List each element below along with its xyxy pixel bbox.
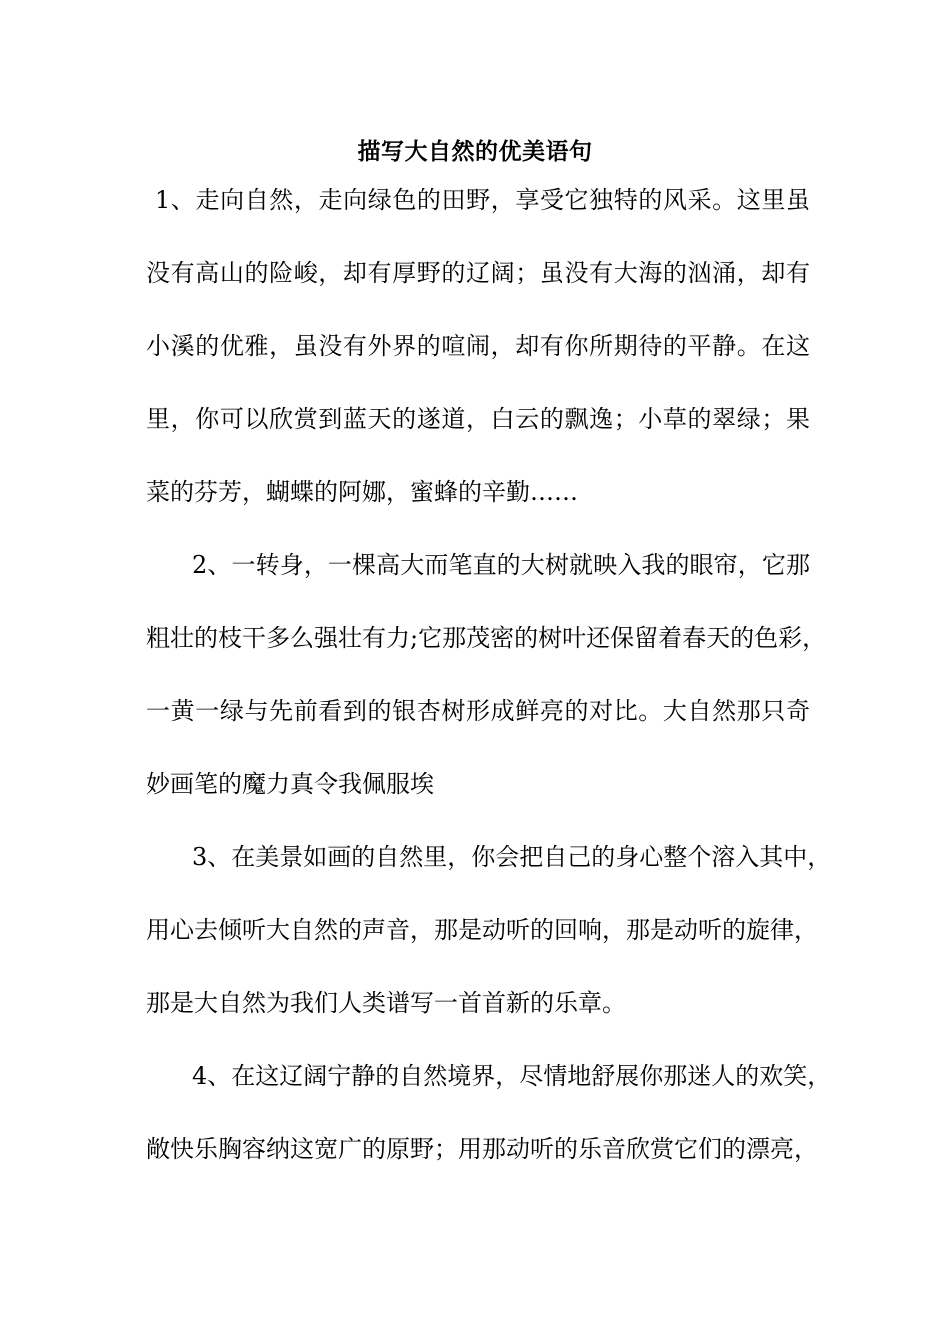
text-line-10: 3、在美景如画的自然里，你会把自己的身心整个溶入其中，	[192, 843, 832, 871]
text-line-2: 没有高山的险峻，却有厚野的辽阔；虽没有大海的汹涌，却有	[146, 259, 810, 287]
text-line-13: 4、在这辽阔宁静的自然境界，尽情地舒展你那迷人的欢笑，	[192, 1062, 832, 1090]
text-line-3: 小溪的优雅，虽没有外界的喧闹，却有你所期待的平静。在这	[146, 332, 810, 360]
text-line-1: 1、走向自然，走向绿色的田野，享受它独特的风采。这里虽	[155, 186, 810, 214]
text-line-6: 2、一转身，一棵高大而笔直的大树就映入我的眼帘，它那	[192, 551, 810, 579]
text-line-8: 一黄一绿与先前看到的银杏树形成鲜亮的对比。大自然那只奇	[146, 697, 810, 725]
text-line-5: 菜的芬芳，蝴蝶的阿娜，蜜蜂的辛勤……	[146, 478, 578, 506]
document-body	[146, 185, 832, 1207]
text-line-9: 妙画笔的魔力真令我佩服埃	[146, 770, 434, 798]
text-line-12: 那是大自然为我们人类谱写一首首新的乐章。	[146, 989, 626, 1017]
text-line-11: 用心去倾听大自然的声音，那是动听的回响，那是动听的旋律，	[146, 916, 818, 944]
text-line-14: 敞快乐胸容纳这宽广的原野；用那动听的乐音欣赏它们的漂亮，	[146, 1135, 818, 1163]
text-line-4: 里，你可以欣赏到蓝天的遂道，白云的飘逸；小草的翠绿；果	[146, 405, 810, 433]
text-line-7: 粗壮的枝干多么强壮有力;它那茂密的树叶还保留着春天的色彩，	[146, 624, 827, 652]
document-title: 描写大自然的优美语句	[357, 138, 593, 165]
